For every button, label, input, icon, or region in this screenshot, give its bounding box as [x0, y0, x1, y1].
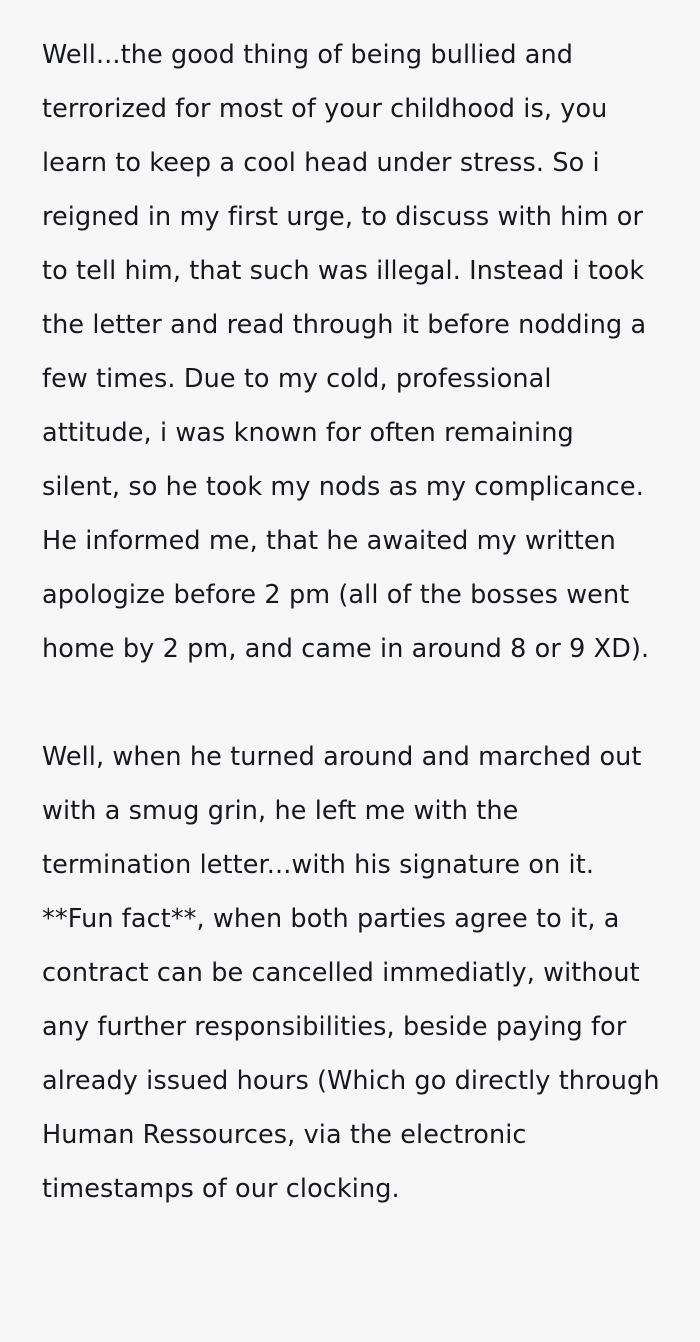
story-paragraph-2: Well, when he turned around and marched out with a smug grin, he left me with the termination letter...with his signature on it. **Fun fact**, when both parties agree to it, a contract can be cancelled immediatly, without any further responsibilities, beside paying for already issued hours (Which go directly through Human Ressources, via the electronic timestamps of our clocking.: [42, 742, 660, 1204]
story-body: [42, 28, 660, 1216]
story-paragraph-1: Well...the good thing of being bullied and terrorized for most of your childhood is, you learn to keep a cool head under stress. So i reigned in my first urge, to discuss with him or to tell him, that such was illegal. Instead i took the letter and read through it before nodding a few times. Due to my cold, professional attitude, i was known for often remaining silent, so he took my nods as my complicance. He informed me, that he awaited my written apologize before 2 pm (all of the bosses went home by 2 pm, and came in around 8 or 9 XD).: [42, 40, 650, 664]
